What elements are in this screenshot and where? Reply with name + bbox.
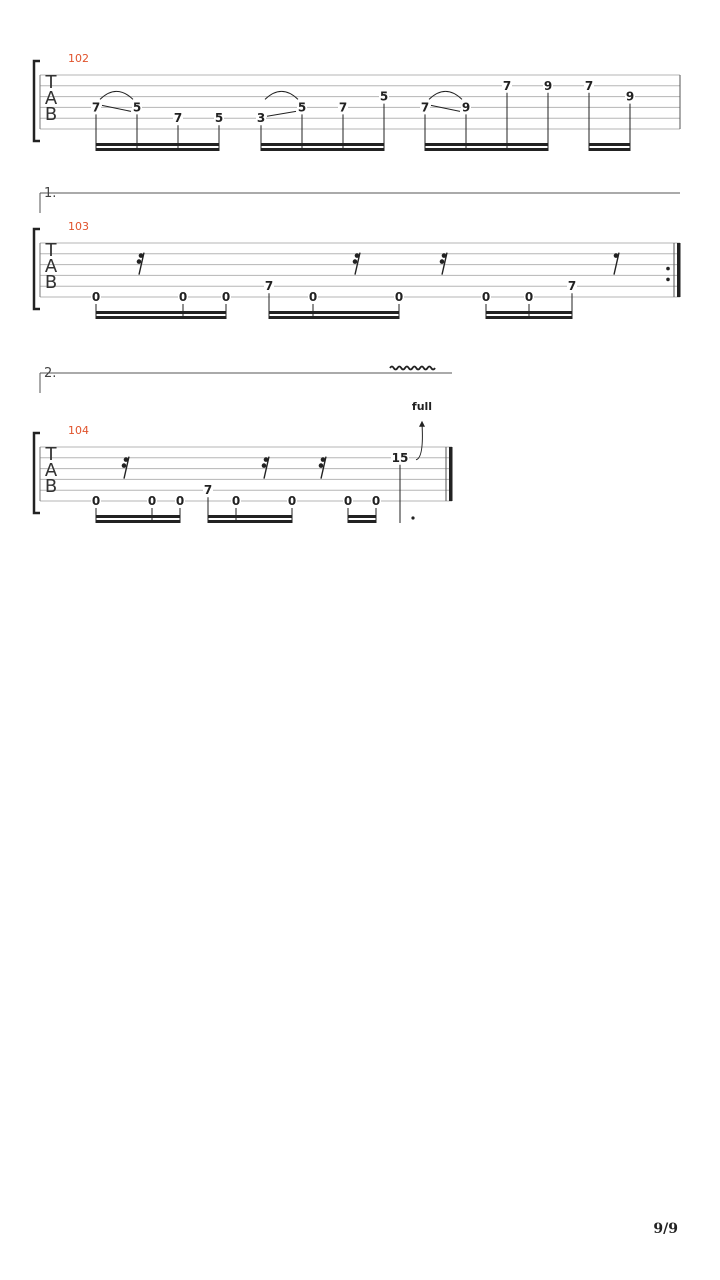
fret-number: 5 <box>214 111 224 126</box>
rest-flag-dot <box>319 463 324 468</box>
fret-number: 9 <box>543 78 553 93</box>
fret-number: 0 <box>394 290 404 304</box>
tab-clef-letter: A <box>44 88 58 109</box>
rest-flag-dot <box>355 253 360 258</box>
fret-number: 0 <box>343 494 353 508</box>
fret-number: 0 <box>147 494 157 508</box>
tab-clef-letter: B <box>44 476 58 497</box>
fret-number: 7 <box>502 78 512 93</box>
bend-arrowhead <box>419 421 425 427</box>
beam-secondary <box>96 515 180 518</box>
beam-secondary <box>261 143 384 146</box>
fret-number: 0 <box>91 290 101 304</box>
measure-number: 103 <box>68 220 89 233</box>
rest-flag-dot <box>122 463 127 468</box>
slide-line <box>102 105 131 111</box>
system-bracket <box>34 229 40 309</box>
fret-number: 0 <box>91 494 101 508</box>
fret-number: 7 <box>584 78 594 93</box>
slide-line <box>431 105 460 111</box>
rest-flag-dot <box>139 253 144 258</box>
tie-arc <box>265 91 298 99</box>
end-barline-thick <box>677 243 681 297</box>
fret-number: 7 <box>203 483 213 498</box>
beam-primary <box>96 316 226 319</box>
beam-secondary <box>589 143 630 146</box>
vibrato-wave-icon <box>390 367 435 370</box>
fret-number: 9 <box>625 89 635 104</box>
fret-number: 0 <box>221 290 231 304</box>
beam-secondary <box>269 311 399 314</box>
tab-clef-letter: B <box>44 272 58 293</box>
fret-number: 7 <box>420 100 430 115</box>
tie-arc <box>429 91 462 99</box>
beam-primary <box>269 316 399 319</box>
fret-number: 0 <box>175 494 185 508</box>
beam-secondary <box>486 311 572 314</box>
rest-flag-dot <box>440 259 445 264</box>
rest-flag-dot <box>264 457 269 462</box>
measure-number: 102 <box>68 52 89 65</box>
fret-number: 0 <box>231 494 241 508</box>
fret-number: 0 <box>481 290 491 304</box>
beam-secondary <box>96 143 219 146</box>
beam-primary <box>96 520 180 523</box>
page-number: 9/9 <box>653 1221 678 1237</box>
bend-arrow-icon <box>416 424 422 460</box>
fret-number: 7 <box>567 279 577 294</box>
fret-number: 5 <box>132 100 142 115</box>
dotted-note-dot <box>411 516 414 519</box>
bend-label: full <box>411 399 433 413</box>
rest-flag-dot <box>137 259 142 264</box>
tab-clef-letter: T <box>45 444 57 465</box>
beam-secondary <box>348 515 376 518</box>
volta-number: 2. <box>44 366 57 381</box>
fret-number: 0 <box>308 290 318 304</box>
fret-number: 5 <box>379 89 389 104</box>
measure-number: 104 <box>68 424 89 437</box>
rest-flag-dot <box>353 259 358 264</box>
tab-clef-letter: A <box>44 256 58 277</box>
beam-primary <box>486 316 572 319</box>
beam-secondary <box>96 311 226 314</box>
fret-number: 5 <box>297 100 307 115</box>
rest-flag-dot <box>614 253 619 258</box>
fret-number: 0 <box>524 290 534 304</box>
rest-flag-dot <box>321 457 326 462</box>
tab-clef-letter: T <box>45 72 57 93</box>
rest-flag-dot <box>124 457 129 462</box>
system-bracket <box>34 61 40 141</box>
tab-clef-letter: B <box>44 104 58 125</box>
beam-primary <box>425 148 548 151</box>
fret-number: 7 <box>264 279 274 294</box>
fret-number: 7 <box>338 100 348 115</box>
beam-primary <box>589 148 630 151</box>
repeat-dot <box>666 267 670 271</box>
beam-primary <box>208 520 292 523</box>
fret-number: 0 <box>287 494 297 508</box>
tab-clef-letter: A <box>44 460 58 481</box>
rest-flag-dot <box>442 253 447 258</box>
fret-number: 7 <box>173 111 183 126</box>
system-bracket <box>34 433 40 513</box>
end-barline-thick <box>449 447 453 501</box>
tie-arc <box>100 91 133 99</box>
slide-line <box>267 111 296 116</box>
rest-flag-dot <box>262 463 267 468</box>
beam-primary <box>96 148 219 151</box>
fret-number: 0 <box>178 290 188 304</box>
fret-number: 15 <box>391 450 409 465</box>
fret-number: 3 <box>256 111 266 126</box>
fret-number: 0 <box>371 494 381 508</box>
tab-clef-letter: T <box>45 240 57 261</box>
beam-primary <box>348 520 376 523</box>
fret-number: 9 <box>461 100 471 115</box>
volta-number: 1. <box>44 186 57 201</box>
beam-primary <box>261 148 384 151</box>
repeat-dot <box>666 278 670 282</box>
beam-secondary <box>208 515 292 518</box>
fret-number: 7 <box>91 100 101 115</box>
beam-secondary <box>425 143 548 146</box>
